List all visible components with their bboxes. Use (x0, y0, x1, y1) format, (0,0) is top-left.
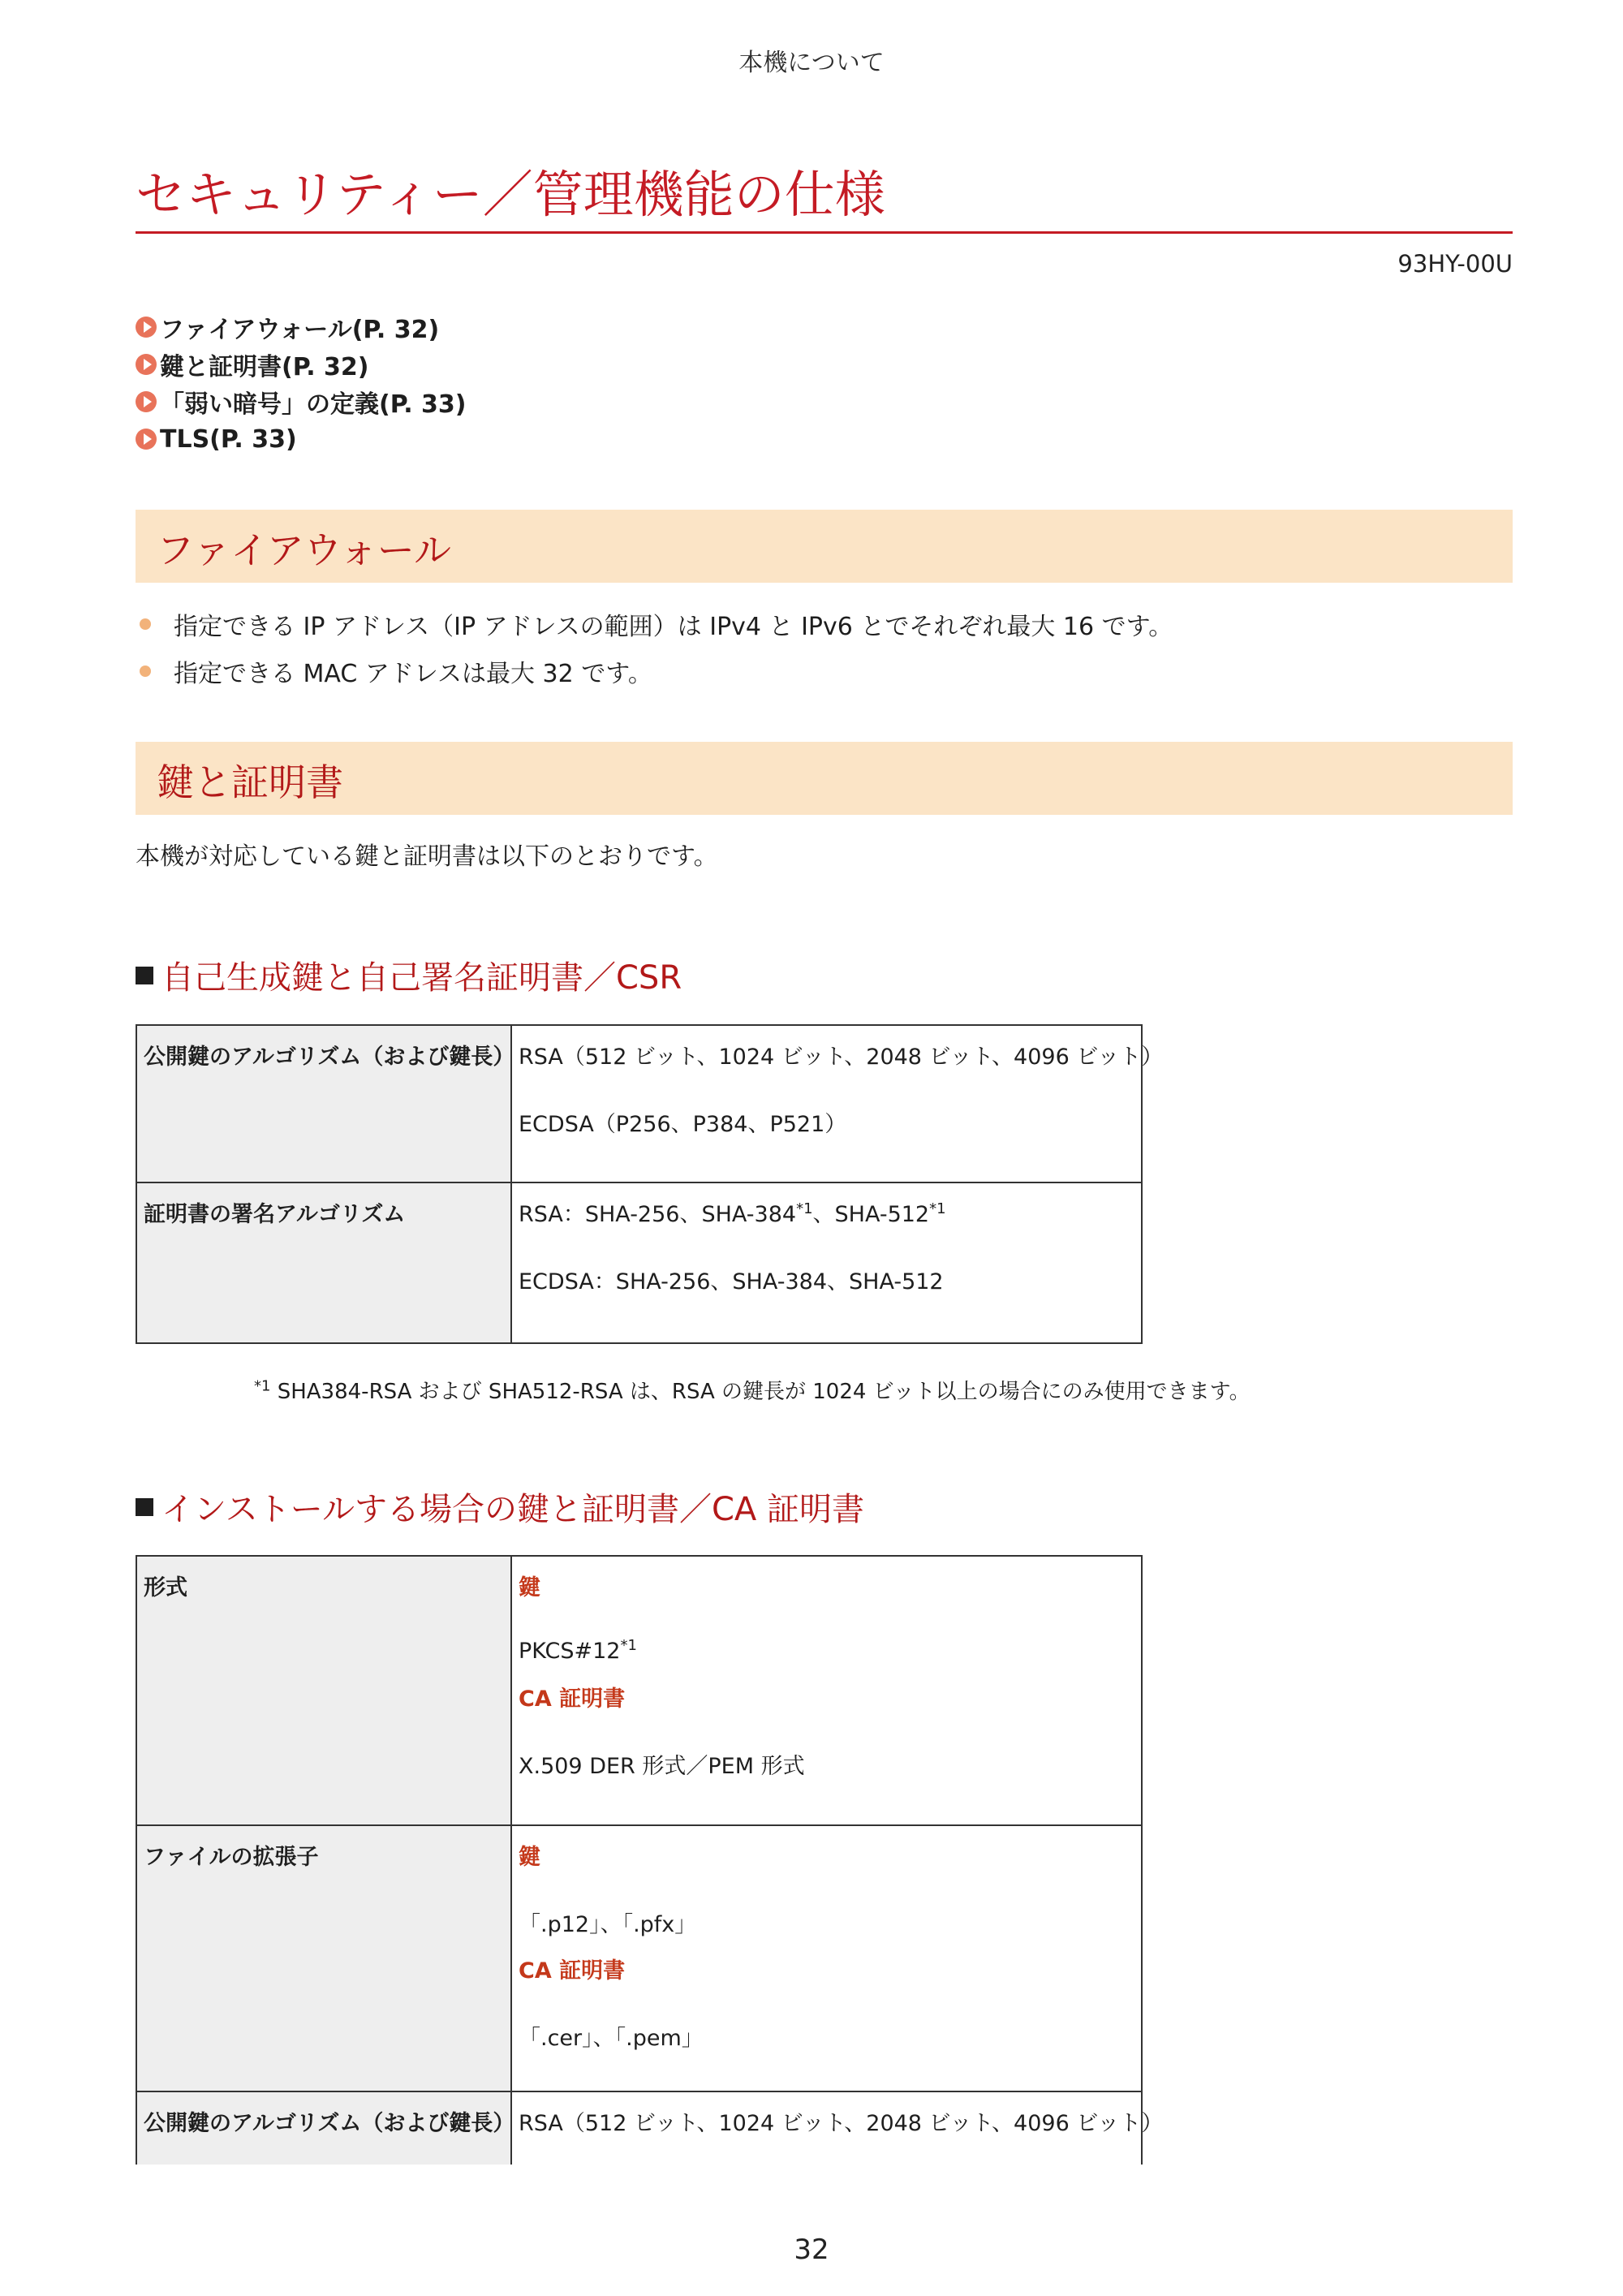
square-bullet-icon (136, 1498, 153, 1516)
section-heading-firewall: ファイアウォール (136, 510, 1513, 583)
section-links (136, 308, 467, 458)
footnote: $^{*1}$ SHA384-RSA および SHA512-RSA は、RSA の鍵長が 1024 ビット以上の場合にのみ使用できます。 (254, 1377, 1251, 1404)
table-row (136, 2091, 1142, 2165)
self-signed-table (136, 1024, 1164, 1344)
arrow-icon (136, 391, 157, 412)
page-number: 32 (794, 2234, 829, 2266)
table-row (136, 1025, 1142, 1182)
link-weak-encryption[interactable]: 「弱い暗号」の定義(P. 33) (136, 383, 467, 420)
section-heading-keys: 鍵と証明書 (136, 742, 1513, 815)
row-label: ファイルの拡張子 (136, 1825, 511, 2091)
link-firewall[interactable]: ファイアウォール(P. 32) (136, 308, 467, 346)
row-value: 鍵 「.p12」、「.pfx」 CA 証明書 「.cer」、「.pem」 (511, 1825, 1142, 2091)
row-value: RSA：SHA-256、SHA-384$^{*1}$、SHA-512$^{*1}$ ECDSA：SHA-256、SHA-384、SHA-512 (511, 1182, 1142, 1343)
link-tls[interactable]: TLS(P. 33) (136, 420, 467, 458)
install-table (136, 1555, 1164, 2165)
arrow-icon (136, 317, 157, 338)
bullet-icon (140, 666, 151, 677)
subheading-self-signed: 自己生成鍵と自己署名証明書／CSR (136, 952, 682, 998)
arrow-icon (136, 429, 157, 450)
row-value: 鍵 PKCS#12$^{*1}$ CA 証明書 X.509 DER 形式／PEM 形式 (511, 1556, 1142, 1825)
running-header: 本機について (738, 49, 885, 77)
square-bullet-icon (136, 967, 153, 984)
table-row (136, 1556, 1142, 1825)
bullet-icon (140, 618, 151, 630)
firewall-bullets (140, 601, 1173, 695)
list-item: 指定できる MAC アドレスは最大 32 です。 (140, 648, 1173, 695)
row-value: RSA（512 ビット、1024 ビット、2048 ビット、4096 ビット） ECDSA（P256、P384、P521） (511, 1025, 1142, 1182)
link-keys-certificates[interactable]: 鍵と証明書(P. 32) (136, 346, 467, 383)
arrow-icon (136, 354, 157, 375)
page-title: セキュリティー／管理機能の仕様 (136, 165, 885, 224)
row-label: 証明書の署名アルゴリズム (136, 1182, 511, 1343)
keys-intro: 本機が対応している鍵と証明書は以下のとおりです。 (136, 842, 718, 871)
row-label: 公開鍵のアルゴリズム（および鍵長） (136, 1025, 511, 1182)
row-label: 形式 (136, 1556, 511, 1825)
title-rule (136, 162, 1513, 234)
row-label: 公開鍵のアルゴリズム（および鍵長） (136, 2091, 511, 2165)
list-item: 指定できる IP アドレス（IP アドレスの範囲）は IPv4 と IPv6 とでそれぞれ最大 16 です。 (140, 601, 1173, 648)
row-value: RSA（512 ビット、1024 ビット、2048 ビット、4096 ビット） (511, 2091, 1142, 2165)
subheading-install: インストールする場合の鍵と証明書／CA 証明書 (136, 1484, 864, 1530)
table-row (136, 1825, 1142, 2091)
table-row (136, 1182, 1142, 1343)
document-id: 93HY-00U (1397, 250, 1513, 278)
